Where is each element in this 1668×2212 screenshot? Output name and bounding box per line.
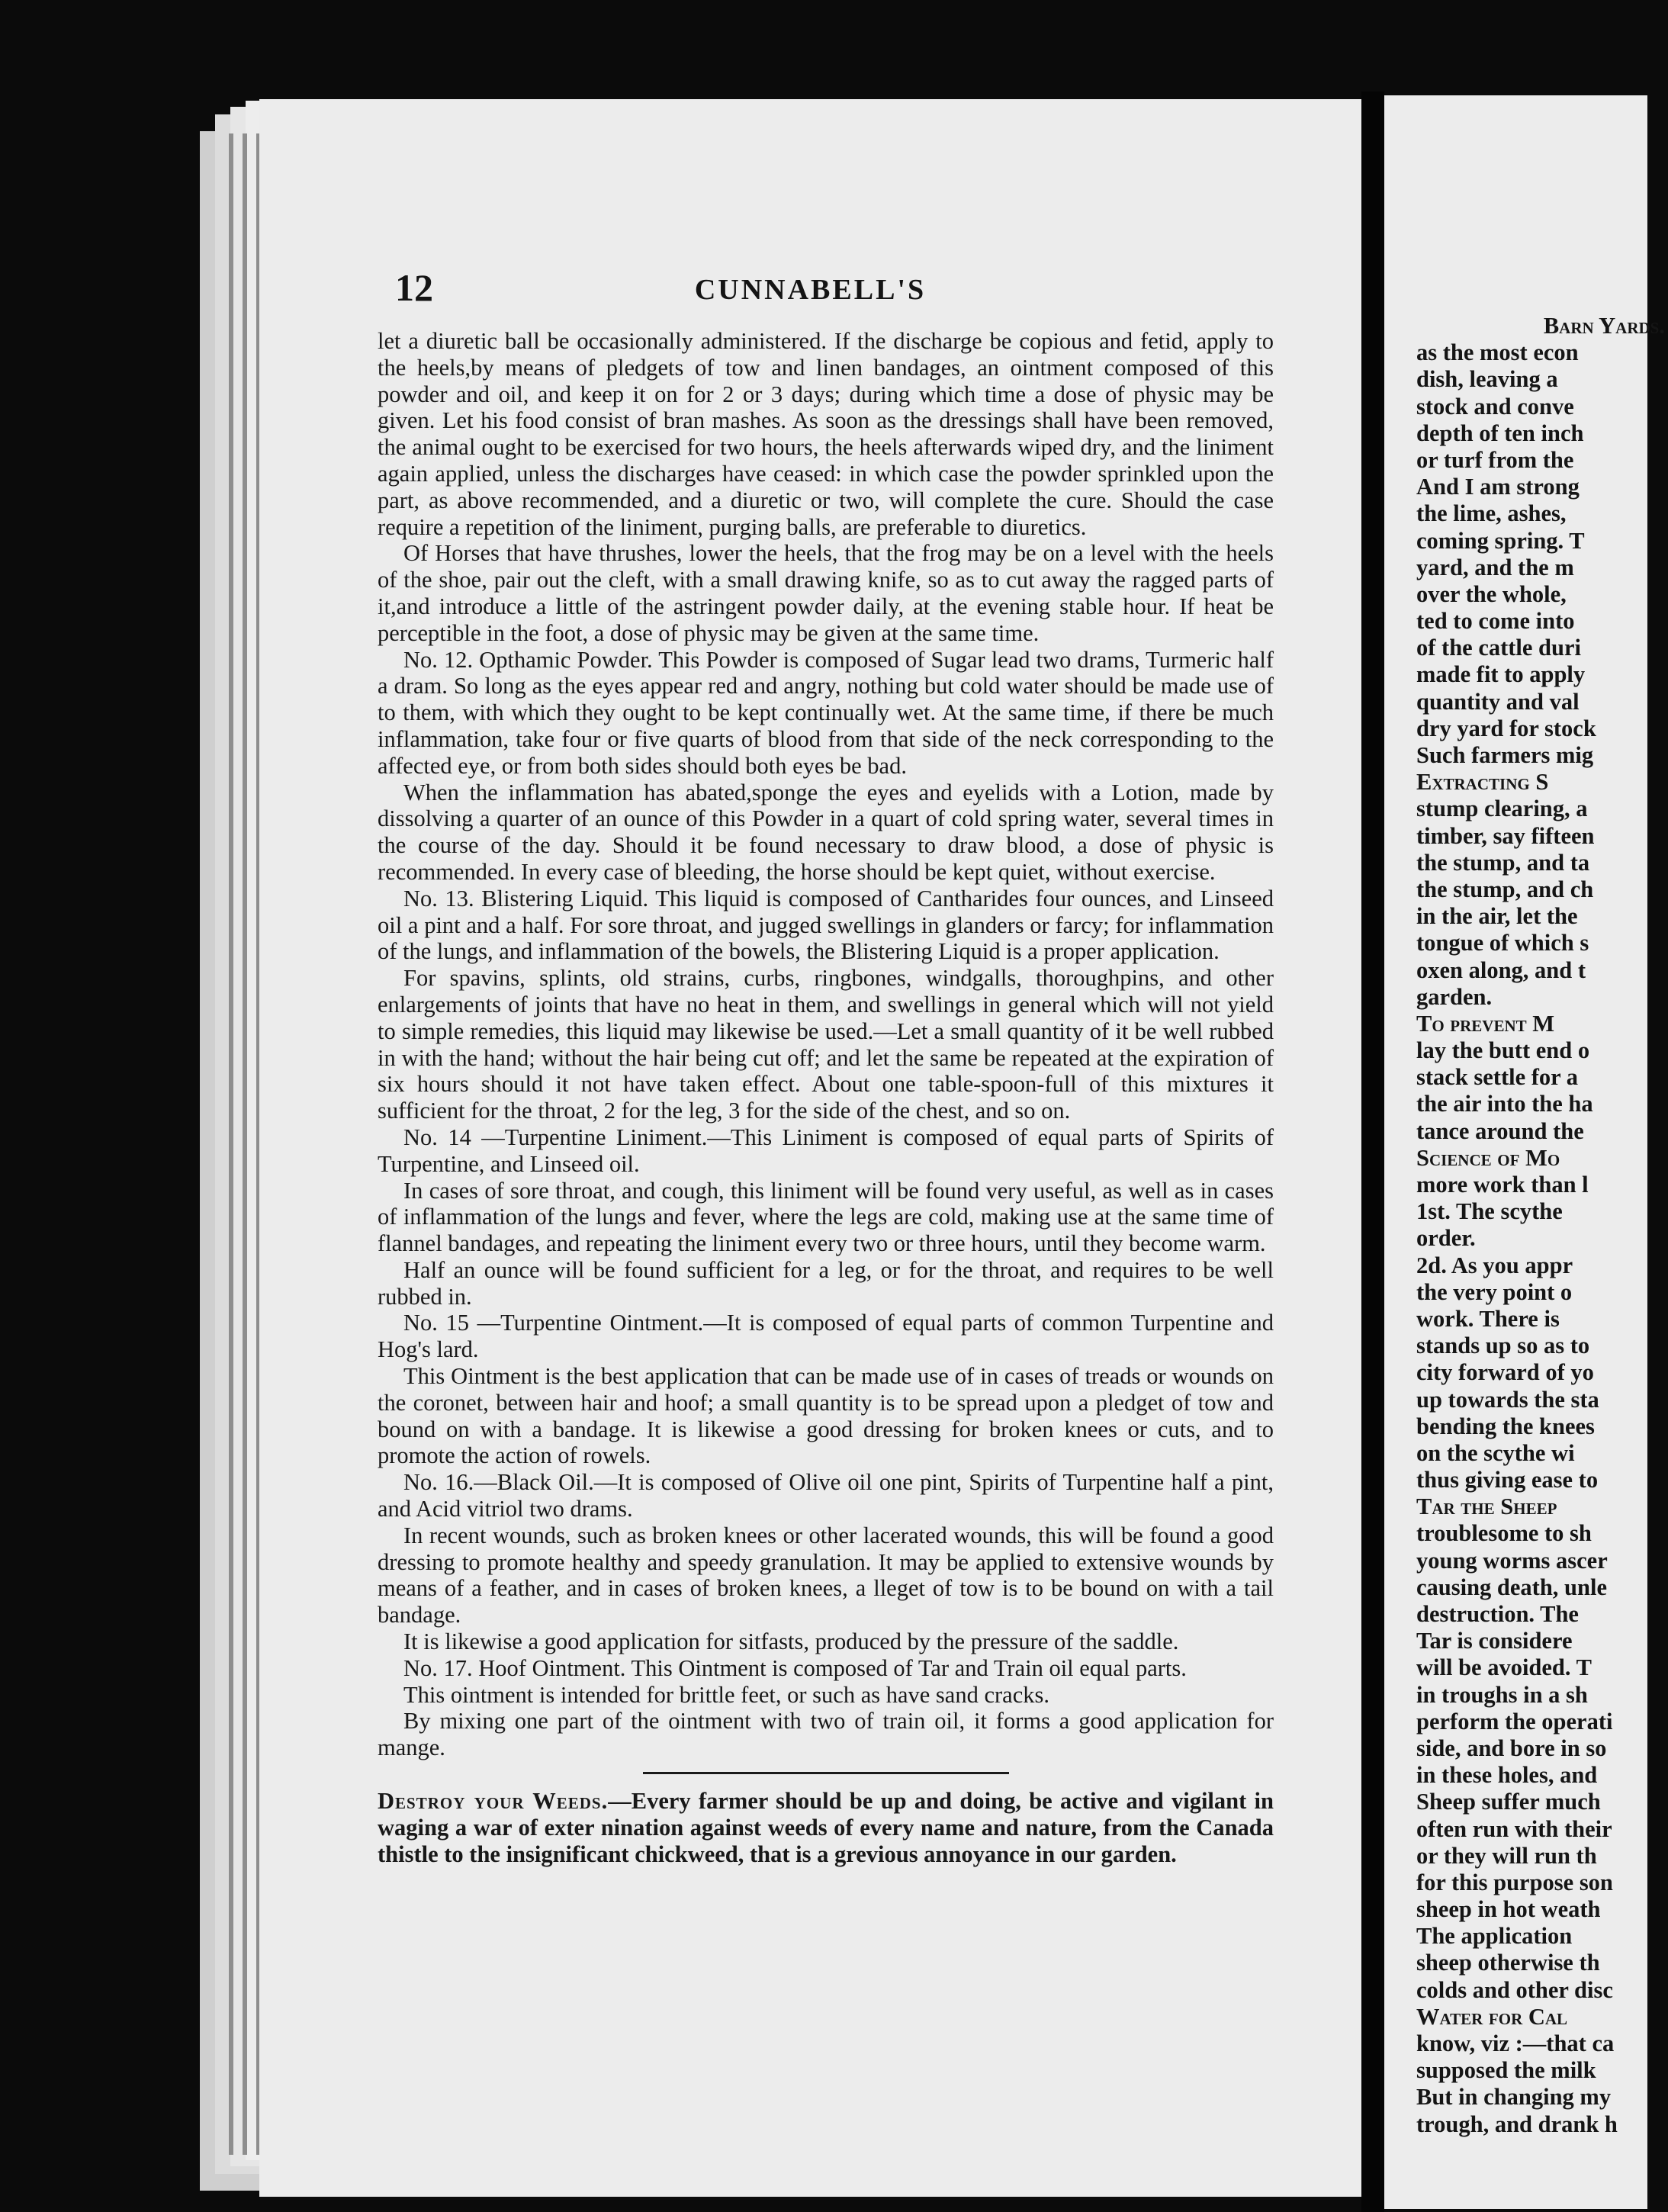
right-page-line: Such farmers mig — [1416, 742, 1594, 768]
right-page-line: stock and conve — [1416, 393, 1574, 420]
right-page-line: Tar is considere — [1416, 1628, 1573, 1654]
paragraph: When the inflammation has abated,sponge the eyes and eyelids with a Lotion, made by dissolving a quarter of an ounce of this Powder in a quart of cold spring water, several times in the course of the day. Should it be found necessary to draw blood, a dose of physic is recommended. In every case of bleeding, the horse should be kept quiet, without exercise. — [378, 779, 1274, 885]
right-page-line: Water for Cal — [1416, 2003, 1568, 2030]
right-page-line: Tar the Sheep — [1416, 1493, 1557, 1520]
right-page-line: bending the knees — [1416, 1413, 1595, 1439]
paragraph: Half an ounce will be found sufficient for a leg, or for the throat, and requires to be well rubbed in. — [378, 1256, 1274, 1310]
right-page-line: the air into the ha — [1416, 1091, 1593, 1117]
right-page-line: as the most econ — [1416, 339, 1579, 366]
right-page-line: stands up so as to — [1416, 1333, 1590, 1359]
paragraph: By mixing one part of the ointment with two of train oil, it forms a good application for mange. — [378, 1708, 1274, 1761]
right-page-line: depth of ten inch — [1416, 420, 1584, 446]
right-page-line: often run with their — [1416, 1815, 1612, 1842]
paragraph: In recent wounds, such as broken knees or other lacerated wounds, this will be found a good dressing to promote healthy and speedy granulation. It may be applied to extensive wounds by means of a feather, and in cases of broken knees, a lleget of tow is to be bound on with a tail bandage. — [378, 1522, 1274, 1628]
right-page-line: sheep otherwise th — [1416, 1950, 1600, 1976]
paragraph: No. 13. Blistering Liquid. This liquid is composed of Cantharides four ounces, and Linseed oil a pint and a half. For sore throat, and jugged swellings in glanders or farcy; for inflammation of the lungs, and inflammation of the bowels, the Blistering Liquid is a proper application. — [378, 885, 1274, 965]
section-divider — [643, 1772, 1009, 1774]
right-page-line: sheep in hot weath — [1416, 1896, 1601, 1923]
right-page-line: made fit to apply — [1416, 661, 1586, 688]
page-edge-line — [243, 133, 247, 2155]
right-page-line: To prevent M — [1416, 1010, 1555, 1037]
right-page-line: will be avoided. T — [1416, 1654, 1592, 1681]
right-page-line: the lime, ashes, — [1416, 500, 1567, 527]
right-page-line: stack settle for a — [1416, 1064, 1579, 1091]
right-page-line: order. — [1416, 1225, 1476, 1252]
right-page-line: quantity and val — [1416, 688, 1580, 715]
right-page-line: stump clearing, a — [1416, 796, 1588, 822]
paragraph: let a diuretic ball be occasionally administered. If the discharge be copious and fetid, apply to the heels,by means of pledgets of tow and linen bandages, an ointment composed of this powder and oil, and keep it on for 2 or 3 days; during which time a dose of physic may be given. Let his food consist of bran mashes. As soon as the dressings shall have been removed, the animal ought to be exercised for two hours, the heels afterwards wiped dry, and the liniment again applied, unless the discharges have ceased: in which case the powder sprinkled upon the part, as above recommended, and a diuretic or two, will complete the cure. Should the case require a repetition of the liniment, purging balls, are preferable to diuretics. — [378, 328, 1274, 540]
right-page-line: more work than l — [1416, 1172, 1589, 1198]
paragraph: No. 17. Hoof Ointment. This Ointment is composed of Tar and Train oil equal parts. — [403, 1654, 1187, 1681]
right-page-line: Sheep suffer much — [1416, 1789, 1601, 1815]
right-page-line: on the scythe wi — [1416, 1439, 1575, 1466]
right-page-line: trough, and drank h — [1416, 2111, 1618, 2137]
right-page-line: ted to come into — [1416, 608, 1575, 635]
paragraph: No. 14 —Turpentine Liniment.—This Liniment is composed of equal parts of Spirits of Turpentine, and Linseed oil. — [378, 1124, 1274, 1177]
right-page-line: 1st. The scythe — [1416, 1198, 1563, 1225]
right-page-line: timber, say fifteen — [1416, 822, 1595, 849]
paragraph: Of Horses that have thrushes, lower the heels, that the frog may be on a level with the heels of the shoe, pair out the cleft, with a small drawing knife, so as to cut away the ragged parts of it,and introduce a little of the astringent powder daily, at the evening stable hour. If heat be perceptible in the foot, a dose of physic may be given at the same time. — [378, 540, 1274, 646]
right-page-line: in these holes, and — [1416, 1762, 1598, 1789]
right-page-line: supposed the milk — [1416, 2057, 1596, 2084]
paragraph: For spavins, splints, old strains, curbs, ringbones, windgalls, thoroughpins, and other enlargements of joints that have no heat in them, and swellings in general which will not yield to simple remedies, this liquid may likewise be used.—Let a small quantity of it be well rubbed in with the hand; without the hair being cut off; and let the same be repeated at the expiration of six hours should it not have taken effect. About one table-spoon-full of this mixtures it sufficient for the throat, 2 for the leg, 3 for the side of the chest, and so on. — [378, 965, 1274, 1124]
right-page-line: for this purpose son — [1416, 1869, 1613, 1895]
right-page-line: over the whole, — [1416, 580, 1567, 607]
paragraph: No. 16.—Black Oil.—It is composed of Olive oil one pint, Spirits of Turpentine half a pint, and Acid vitriol two drams. — [378, 1469, 1274, 1522]
right-page-line: lay the butt end o — [1416, 1037, 1590, 1064]
right-page-line: Extracting S — [1416, 769, 1549, 796]
right-page-line: or they will run th — [1416, 1842, 1597, 1869]
right-page-line: tance around the — [1416, 1117, 1584, 1144]
right-page-line: or turf from the — [1416, 446, 1574, 473]
page-number: 12 — [395, 266, 433, 309]
paragraph: This ointment is intended for brittle feet, or such as have sand cracks. — [403, 1681, 1049, 1708]
right-page-line: the very point o — [1416, 1278, 1573, 1305]
right-page-line: garden. — [1416, 983, 1493, 1010]
right-page-line: dry yard for stock — [1416, 715, 1596, 741]
page-edge-line — [229, 133, 233, 2155]
running-title: CUNNABELL'S — [694, 274, 927, 306]
right-page-line: Science of Mo — [1416, 1144, 1560, 1171]
right-page-line: city forward of yo — [1416, 1359, 1594, 1386]
paragraph: This Ointment is the best application that can be made use of in cases of treads or wounds on the coronet, between hair and hoof; a small quantity is to be spread upon a pledget of tow and bound on with a bandage. It is likewise a good dressing for broken knees or cuts, and to promote the action of rowels. — [378, 1363, 1274, 1469]
body-text — [378, 328, 1274, 1867]
right-page-line: work. There is — [1416, 1305, 1560, 1332]
book-gutter — [1361, 92, 1384, 2212]
right-page-line: young worms ascer — [1416, 1547, 1608, 1574]
paragraph: It is likewise a good application for sitfasts, produced by the pressure of the saddle. — [403, 1628, 1179, 1655]
right-page-line: destruction. The — [1416, 1601, 1579, 1627]
right-page-line: 2d. As you appr — [1416, 1252, 1573, 1278]
right-page-line: up towards the sta — [1416, 1386, 1599, 1413]
running-head — [259, 265, 1361, 319]
right-page-line: tongue of which s — [1416, 930, 1589, 956]
right-page-line: side, and bore in so — [1416, 1735, 1607, 1761]
paragraph: No. 12. Opthamic Powder. This Powder is composed of Sugar lead two drams, Turmeric half a dram. So long as the eyes appear red and angry, nothing but cold water should be made use of to them, with which they ought to be kept continually wet. At the same time, if there be much inflammation, take four or five quarts of blood from that side of the neck corresponding to the affected eye, or from both sides should both eyes be bad. — [378, 646, 1274, 779]
paragraph: No. 15 —Turpentine Ointment.—It is composed of equal parts of common Turpentine and Hog's lard. — [378, 1310, 1274, 1363]
right-page-line: thus giving ease to — [1416, 1467, 1599, 1493]
right-page-line: in troughs in a sh — [1416, 1681, 1588, 1708]
right-page-line: the stump, and ta — [1416, 849, 1590, 876]
right-page-line: oxen along, and t — [1416, 956, 1586, 983]
footer-note-heading: Destroy your Weeds. — [378, 1788, 609, 1815]
right-page-line: of the cattle duri — [1416, 635, 1581, 661]
right-page-line: coming spring. T — [1416, 527, 1585, 554]
right-page — [1384, 95, 1665, 2209]
right-page-line: But in changing my — [1416, 2084, 1612, 2111]
right-page-line: yard, and the m — [1416, 554, 1574, 580]
right-page-line: causing death, unle — [1416, 1574, 1607, 1600]
right-page-line: troublesome to sh — [1416, 1520, 1592, 1547]
right-page-text — [1416, 313, 1668, 2138]
right-page-line: perform the operati — [1416, 1708, 1613, 1735]
left-page — [259, 99, 1361, 2197]
paragraph: In cases of sore throat, and cough, this liniment will be found very useful, as well as in cases of inflammation of the lungs and fever, where the legs are cold, making use at the same time of flannel bandages, and repeating the liniment every two or three hours, until they become warm. — [378, 1177, 1274, 1257]
right-page-line: know, viz :—that ca — [1416, 2030, 1615, 2056]
right-page-line: in the air, let the — [1416, 903, 1578, 930]
right-page-line: the stump, and ch — [1416, 876, 1594, 902]
right-page-line: colds and other disc — [1416, 1976, 1613, 2003]
right-page-line: And I am strong — [1416, 474, 1580, 500]
footer-note-text: —Every farmer should be up and doing, be active and vigilant in waging a war of exter nination against weeds of every name and nature, from the Canada thistle to the insignificant chickweed, that is a grevious annoyance in our garden. — [378, 1788, 1274, 1867]
footer-note — [378, 1788, 1274, 1867]
right-page-line: Barn Yards. — [1543, 313, 1665, 339]
right-page-line: The application — [1416, 1923, 1573, 1950]
right-page-line: dish, leaving a — [1416, 366, 1558, 393]
